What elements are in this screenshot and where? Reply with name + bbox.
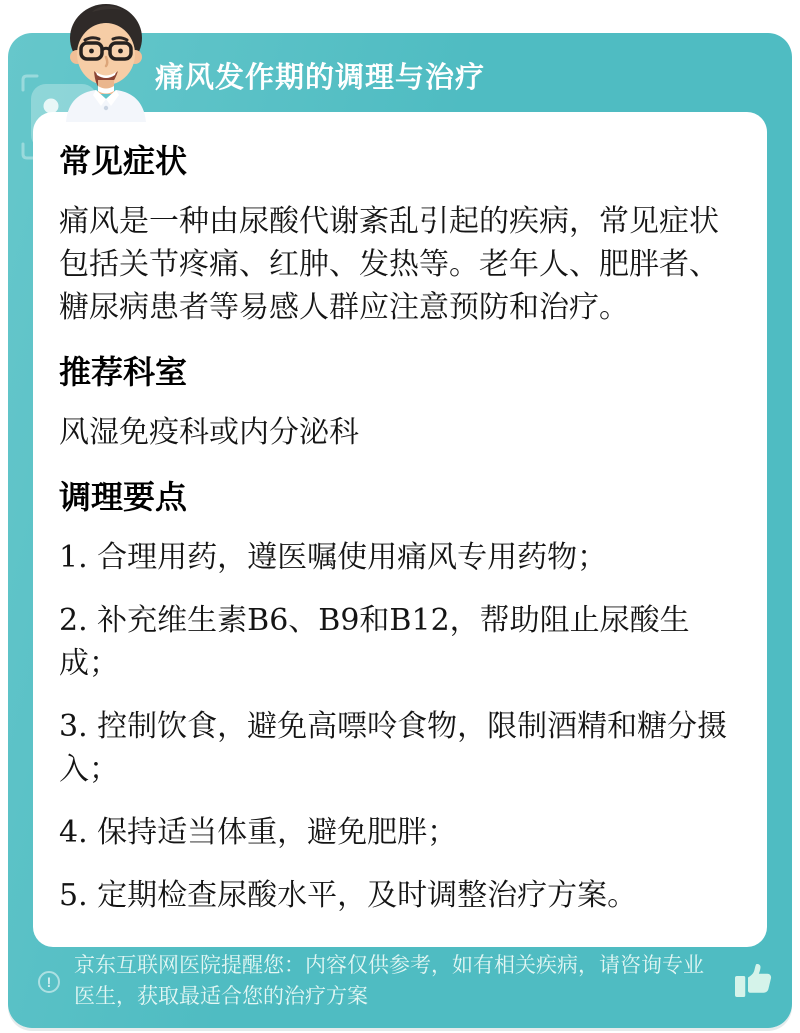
card-sections [59, 142, 741, 917]
list-item [59, 874, 741, 917]
section-heading: 常见症状 [59, 143, 188, 179]
list-item-number: 2. [59, 603, 98, 638]
list-item-number: 5. [59, 878, 98, 913]
chat-bubble [8, 33, 792, 1028]
info-icon [38, 971, 60, 993]
list-item [59, 811, 741, 854]
doctor-avatar [52, 0, 160, 122]
section-paragraph: 痛风是一种由尿酸代谢紊乱引起的疾病，常见症状包括关节疼痛、红肿、发热等。老年人、肥胖者、糖尿病患者等易感人群应注意预防和治疗。 [59, 204, 719, 325]
list-item-number: 4. [59, 815, 98, 850]
list-item-text: 控制饮食，避免高嘌呤食物，限制酒精和糖分摄入； [59, 709, 728, 787]
list-item-text: 定期检查尿酸水平，及时调整治疗方案。 [97, 878, 638, 913]
list-item-text: 合理用药，遵医嘱使用痛风专用药物； [97, 540, 608, 575]
list-item [59, 705, 741, 791]
info-glyph: ! [46, 974, 52, 990]
thumbs-up-icon[interactable] [730, 957, 776, 1005]
list-item-number: 1. [59, 540, 98, 575]
list-item-text: 补充维生素B6、B9和B12，帮助阻止尿酸生成； [59, 603, 690, 681]
section-paragraph: 风湿免疫科或内分泌科 [59, 415, 359, 450]
section-heading: 调理要点 [59, 479, 188, 515]
disclaimer-footer [38, 950, 776, 1012]
disclaimer-text: 京东互联网医院提醒您：内容仅供参考，如有相关疾病，请咨询专业医生，获取最适合您的治疗方案 [74, 954, 704, 1008]
list-item-text: 保持适当体重，避免肥胖； [97, 815, 458, 850]
list-item [59, 536, 741, 579]
section-heading: 推荐科室 [59, 354, 188, 390]
list-item [59, 599, 741, 685]
content-card [33, 112, 767, 947]
page-title: 痛风发作期的调理与治疗 [155, 62, 486, 94]
list-item-number: 3. [59, 709, 98, 744]
